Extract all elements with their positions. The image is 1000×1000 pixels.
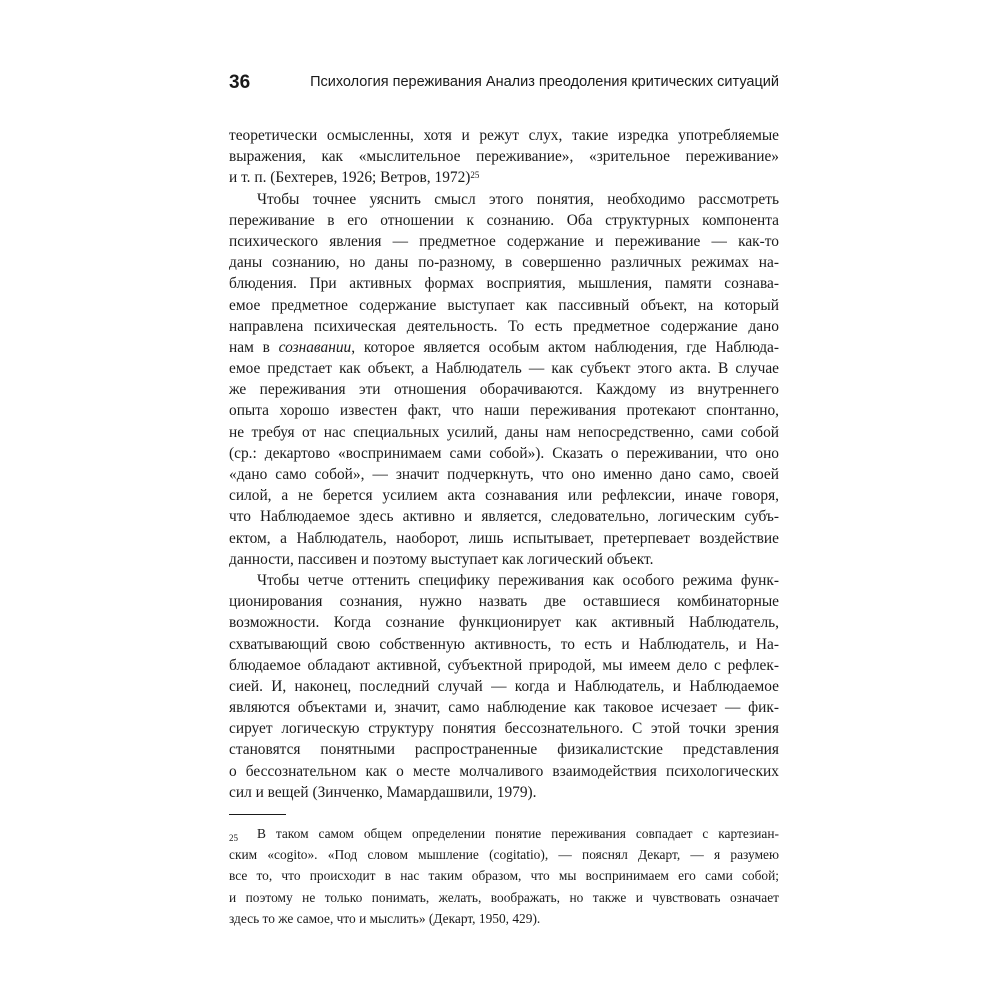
text-line: становятся понятными распространенные физикалистские представления [229, 741, 779, 759]
footnote-line: все то, что происходит в нас таким образом, что мы воспринимаем его сами собой; [229, 868, 779, 884]
text-line: данности, пассивен и поэтому выступает как логический объект. [229, 550, 654, 568]
paragraph-3 [229, 570, 779, 803]
text-line: о бессознательном как о месте молчаливого взаимодействия психологических [229, 762, 779, 780]
text-line: емое предстает как объект, а Наблюдатель — как субъект этого акта. В случае [229, 360, 779, 378]
text-line: сией. И, наконец, последний случай — когда и Наблюдатель, и Наблюдаемое [229, 677, 779, 695]
text-fragment: нам в [229, 338, 279, 356]
text-line: сирует логическую структуру понятия бессознательного. С этой точки зрения [229, 720, 779, 738]
text-line: не требуя от нас специальных усилий, даны нам непосредственно, сами собой [229, 423, 779, 441]
text-line: же переживания эти отношения оборачиваются. Каждому из внутреннего [229, 381, 779, 399]
paragraph-1 [229, 125, 779, 189]
footnote-line: и поэтому не только понимать, желать, воображать, но также и чувствовать означает [229, 889, 779, 905]
text-line: переживание в его отношении к сознанию. Оба структурных компонента [229, 211, 779, 229]
text-line: возможности. Когда сознание функционирует как активный Наблюдатель, [229, 614, 779, 632]
footnote-line: ским «cogito». «Под словом мышление (cogitatio), — пояснял Декарт, — я разумею [229, 847, 779, 863]
footnote-reference[interactable]: 25 [470, 170, 480, 181]
text-line: опыта хорошо известен факт, что наши переживания протекают спонтанно, [229, 402, 779, 420]
text-line: направлена психическая деятельность. То есть предметное содержание дано [229, 317, 779, 335]
text-line-content: и т. п. (Бехтерев, 1926; Ветров, 1972) [229, 169, 471, 187]
text-line: Чтобы точнее уяснить смысл этого понятия, необходимо рассмотреть [257, 190, 779, 208]
footnote-line: здесь то же самое, что и мыслить» (Декарт, 1950, 429). [229, 910, 541, 926]
text-line: что Наблюдаемое здесь активно и является, следовательно, логическим субъ- [229, 508, 779, 526]
text-fragment: , которое является особым актом наблюдения, где Наблюда- [351, 338, 779, 356]
text-line: выражения, как «мыслительное переживание», «зрительное переживание» [229, 148, 779, 166]
text-line: силой, а не берется усилием акта сознавания или рефлексии, иначе говоря, [229, 487, 779, 505]
text-line: являются объектами и, значит, само наблюдение как таковое исчезает — фик- [229, 699, 779, 717]
footnote-divider [229, 814, 286, 815]
page-number: 36 [229, 72, 251, 93]
text-line [229, 337, 779, 358]
text-line [229, 167, 779, 188]
text-line: (ср.: декартово «воспринимаем сами собой»). Сказать о переживании, что оно [229, 444, 779, 462]
text-line: ектом, а Наблюдатель, наоборот, лишь испытывает, претерпевает воздействие [229, 529, 779, 547]
text-line: «дано само собой», — значит подчеркнуть, что оно именно дано само, своей [229, 466, 779, 483]
text-line: психического явления — предметное содержание и переживание — как-то [229, 232, 779, 250]
body-text [229, 125, 779, 803]
text-line: блюдения. При активных формах восприятия, мышления, памяти сознава- [229, 275, 779, 293]
running-title: Психология переживания Анализ преодоления критических ситуаций [310, 74, 779, 90]
footnote [229, 823, 779, 929]
footnote-mark: 25 [229, 833, 238, 843]
text-line: ционирования сознания, нужно назвать две оставшиеся комбинаторные [229, 593, 779, 611]
text-line: сил и вещей (Зинченко, Мамардашвили, 1979). [229, 783, 537, 801]
text-line: емое предметное содержание выступает как пассивный объект, на который [229, 296, 779, 314]
text-line: теоретически осмысленны, хотя и режут слух, такие изредка употребляемые [229, 127, 779, 144]
text-line: Чтобы четче оттенить специфику переживания как особого режима функ- [257, 571, 779, 589]
text-line: схватывающий свою собственную активность, то есть и Наблюдатель, и На- [229, 635, 779, 653]
emphasized-term: сознавании [278, 338, 352, 356]
text-line: даны сознанию, но даны по-разному, в совершенно различных режимах на- [229, 254, 779, 272]
text-line: блюдаемое обладают активной, субъектной природой, мы имеем дело с рефлек- [229, 656, 779, 674]
page-header [229, 70, 779, 100]
footnote-line: В таком самом общем определении понятие переживания совпадает с картезиан- [257, 826, 779, 841]
paragraph-2 [229, 189, 779, 570]
